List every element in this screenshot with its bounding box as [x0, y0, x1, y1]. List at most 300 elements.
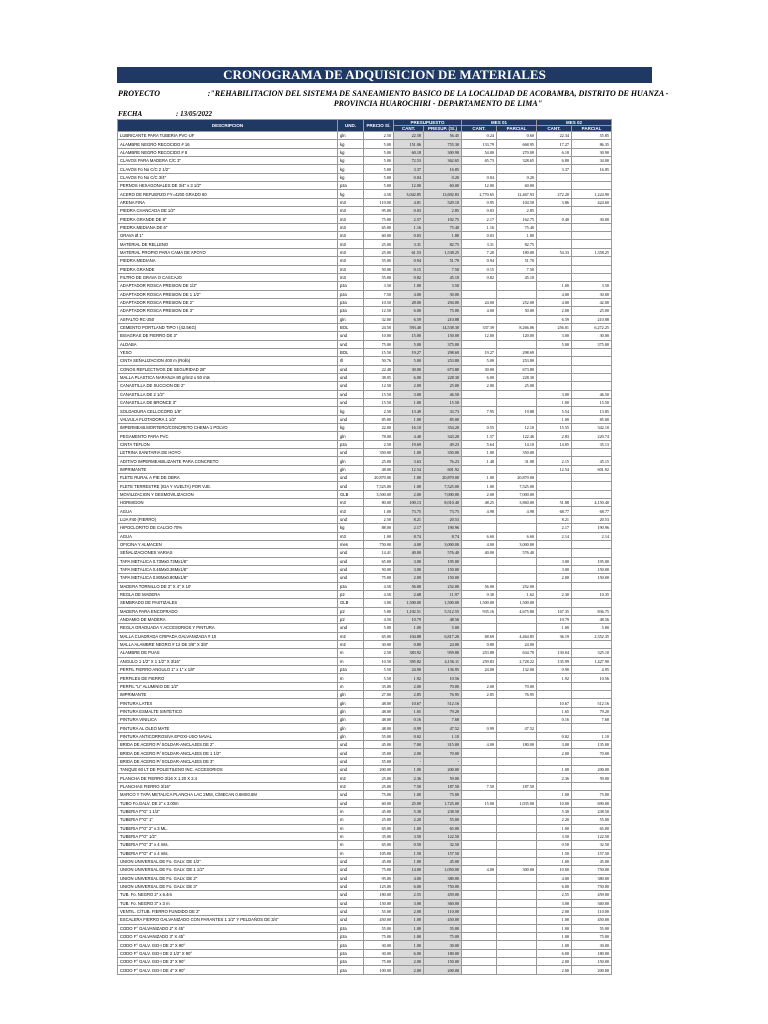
table-row	[118, 190, 612, 198]
cell-mes2-parcial: 836.75	[572, 607, 612, 615]
cell-descripcion: BRIDA DE ACERO P/ SOLDAR-ANCLAJES DE 2"	[118, 741, 338, 749]
cell-mes1-cant	[462, 874, 497, 882]
table-row	[118, 707, 612, 715]
cell-cant: 2.55	[394, 891, 424, 899]
cell-mes2-cant: 2.00	[537, 966, 572, 974]
cell-descripcion: PIEDRA CHANCADA DE 1/2"	[118, 207, 338, 215]
cell-mes1-cant: 4.00	[462, 866, 497, 874]
cell-mes2-parcial: 55.00	[572, 816, 612, 824]
table-row	[118, 807, 612, 815]
cell-mes2-parcial: 5.00	[572, 624, 612, 632]
cell-mes1-cant	[462, 699, 497, 707]
cell-cant: 0.02	[394, 732, 424, 740]
cell-cant: 14.00	[394, 866, 424, 874]
table-row	[118, 207, 612, 215]
cell-mes2-cant: 1.65	[537, 707, 572, 715]
cell-mes1-cant: 0.55	[462, 424, 497, 432]
table-row	[118, 724, 612, 732]
cell-precio: 15.50	[364, 399, 394, 407]
header-presupuesto: PRESUPUESTO	[394, 120, 462, 126]
cell-presup: 55.00	[424, 816, 462, 824]
cell-und: m2	[338, 640, 364, 648]
cell-mes2-cant: 4.00	[537, 290, 572, 298]
cell-mes1-cant: 0.04	[462, 173, 497, 181]
cell-mes1-cant	[462, 290, 497, 298]
table-row	[118, 882, 612, 890]
table-row	[118, 966, 612, 974]
cell-presup: -	[424, 757, 462, 765]
cell-presup: 8.74	[424, 532, 462, 540]
cell-descripcion: TUBERIA F"G" 3" x 4 mts.	[118, 841, 338, 849]
cell-und: und	[338, 799, 364, 807]
cell-und: m3	[338, 507, 364, 515]
cell-presup: 20.53	[424, 515, 462, 523]
cell-cant: 1,102.51	[394, 607, 424, 615]
cell-mes1-parcial: 132.00	[497, 666, 537, 674]
cell-mes2-parcial	[572, 223, 612, 231]
table-row	[118, 148, 612, 156]
cell-descripcion: PINTURA VINILICA	[118, 716, 338, 724]
cell-descripcion: SOLDADURA CELLOCORD 1/8"	[118, 407, 338, 415]
cell-precio: 48.00	[364, 699, 394, 707]
header-cant: CANT.	[537, 126, 572, 132]
table-row	[118, 866, 612, 874]
table-row	[118, 390, 612, 398]
cell-cant: 3.31	[394, 240, 424, 248]
cell-precio: 50.00	[364, 565, 394, 573]
cell-mes1-cant	[462, 774, 497, 782]
table-row	[118, 282, 612, 290]
cell-mes2-parcial: 459.00	[572, 891, 612, 899]
cell-und: pza	[338, 666, 364, 674]
cell-mes2-parcial: 30.00	[572, 215, 612, 223]
cell-cant: 12.00	[394, 182, 424, 190]
cell-und: pza	[338, 958, 364, 966]
table-row	[118, 382, 612, 390]
cell-mes1-parcial	[497, 565, 537, 573]
cell-precio: 35.00	[364, 749, 394, 757]
cell-presup: 298.69	[424, 348, 462, 356]
cell-mes2-cant: 4.00	[537, 874, 572, 882]
cell-descripcion: CODO F° GALV. ISO-I DE 2" X 90°	[118, 941, 338, 949]
cell-descripcion: IMPRIMANTE	[118, 691, 338, 699]
cell-cant: 2.57	[394, 215, 424, 223]
cell-cant: 10.79	[394, 615, 424, 623]
cell-cant: 1.00	[394, 474, 424, 482]
cell-mes2-cant	[537, 474, 572, 482]
cell-mes2-parcial: 190.96	[572, 524, 612, 532]
cell-presup: 60.00	[424, 182, 462, 190]
cell-mes1-parcial: 4,675.80	[497, 607, 537, 615]
cell-precio: 10.50	[364, 657, 394, 665]
cell-mes2-parcial: 34.00	[572, 157, 612, 165]
cell-und: und	[338, 757, 364, 765]
cell-descripcion: ESCALERA FIERRO GALVANIZADO CON PARANTES 1 1/2" Y PELDAÑOS DE 3/4"	[118, 916, 338, 924]
cell-mes2-parcial: 200.00	[572, 766, 612, 774]
cell-mes2-parcial	[572, 357, 612, 365]
table-row	[118, 499, 612, 507]
cell-und: kg	[338, 424, 364, 432]
cell-und: kg	[338, 173, 364, 181]
cell-cant: 6.00	[394, 949, 424, 957]
cell-cant: 2.00	[394, 682, 424, 690]
cell-und: und	[338, 907, 364, 915]
table-row	[118, 549, 612, 557]
cell-precio: 15.50	[364, 348, 394, 356]
cell-mes1-cant: 12.00	[462, 182, 497, 190]
table-row	[118, 399, 612, 407]
cell-mes1-cant: 337.39	[462, 323, 497, 331]
cell-descripcion: YESO	[118, 348, 338, 356]
table-row	[118, 799, 612, 807]
cell-descripcion: MALLA PLASTICA NARANJA 80 gr/m2 x 50 mts	[118, 373, 338, 381]
cell-cant: 1.00	[394, 857, 424, 865]
cell-und: m	[338, 674, 364, 682]
cell-mes2-parcial: 180.00	[572, 949, 612, 957]
cell-presup: 187.50	[424, 782, 462, 790]
cell-mes2-cant	[537, 724, 572, 732]
cell-precio: 55.00	[364, 907, 394, 915]
cell-und: m	[338, 849, 364, 857]
cell-cant: 3.37	[394, 165, 424, 173]
cell-cant: 3.00	[394, 899, 424, 907]
cell-descripcion: CANASTILLA DE SUCCION DE 2"	[118, 382, 338, 390]
cell-mes1-cant	[462, 824, 497, 832]
cell-mes1-cant: 1,500.00	[462, 599, 497, 607]
cell-und: m3	[338, 215, 364, 223]
cell-mes2-parcial: 20.53	[572, 515, 612, 523]
cell-descripcion: CANASTILLA DE BRONCE 3"	[118, 399, 338, 407]
cell-und: m	[338, 649, 364, 657]
table-row	[118, 791, 612, 799]
table-row	[118, 741, 612, 749]
cell-mes2-parcial: 157.50	[572, 849, 612, 857]
cell-mes2-parcial: 360.00	[572, 899, 612, 907]
cell-descripcion: ADITIVO IMPERMEABILIZANTE PARA CONCRETO	[118, 457, 338, 465]
cell-mes2-cant: 3.50	[537, 832, 572, 840]
header-parcial: PARCIAL	[497, 126, 537, 132]
header-mes2: MES 02	[537, 120, 612, 126]
cell-precio: 55.00	[364, 257, 394, 265]
cell-mes2-parcial: 25.00	[572, 307, 612, 315]
cell-und: pza	[338, 182, 364, 190]
cell-mes2-parcial	[572, 265, 612, 273]
cell-und: pza	[338, 966, 364, 974]
cell-cant: 1.00	[394, 924, 424, 932]
cell-mes2-parcial: 15.50	[572, 399, 612, 407]
header-und: UND.	[338, 120, 364, 132]
cell-mes1-cant: 2.00	[462, 490, 497, 498]
table-row	[118, 565, 612, 573]
cell-presup: 210.88	[424, 315, 462, 323]
cell-descripcion: BISAGRAS DE FIERRO DE 3"	[118, 332, 338, 340]
cell-mes2-cant: 1.50	[537, 849, 572, 857]
cell-cant: 1.16	[394, 223, 424, 231]
cell-mes1-parcial	[497, 757, 537, 765]
cell-und: und	[338, 373, 364, 381]
cell-presup: 1,725.00	[424, 799, 462, 807]
cell-mes2-cant: 1.00	[537, 282, 572, 290]
fecha-label: FECHA	[118, 110, 143, 118]
cell-presup: 110.00	[424, 907, 462, 915]
table-row	[118, 482, 612, 490]
cell-mes2-cant: 2.36	[537, 774, 572, 782]
cell-mes1-parcial	[497, 891, 537, 899]
cell-cant: 383.92	[394, 649, 424, 657]
cell-mes2-parcial: 690.00	[572, 799, 612, 807]
cell-mes1-cant	[462, 415, 497, 423]
cell-mes2-cant: 2.14	[537, 532, 572, 540]
cell-presup: 576.40	[424, 549, 462, 557]
cell-mes1-parcial: 270.00	[497, 148, 537, 156]
cell-mes1-cant	[462, 716, 497, 724]
cell-cant: 104.88	[394, 632, 424, 640]
cell-mes1-cant: 0.94	[462, 257, 497, 265]
cell-descripcion: MADERA PARA ENCOFRADO	[118, 607, 338, 615]
cell-cant: 24.90	[394, 666, 424, 674]
cell-mes2-parcial: 55.00	[572, 924, 612, 932]
table-row	[118, 774, 612, 782]
cell-precio: 55.00	[364, 757, 394, 765]
cell-precio: 7,525.00	[364, 482, 394, 490]
table-row	[118, 232, 612, 240]
cell-presup: 450.00	[424, 916, 462, 924]
cell-cant: 3.63	[394, 457, 424, 465]
cell-descripcion: ADAPTADOR ROSCA PRESION DE 2"	[118, 298, 338, 306]
cell-descripcion: AGUA	[118, 532, 338, 540]
cell-mes2-cant: 3.00	[537, 332, 572, 340]
cell-mes1-parcial	[497, 882, 537, 890]
cell-descripcion: CONOS REFLECTIVOS DE SEGURIDAD 28"	[118, 365, 338, 373]
cell-precio: 48.00	[364, 465, 394, 473]
cell-und: m2	[338, 774, 364, 782]
cell-precio: 12.50	[364, 307, 394, 315]
cell-mes1-parcial	[497, 841, 537, 849]
cell-presup: 959.80	[424, 649, 462, 657]
table-row	[118, 949, 612, 957]
cell-mes2-parcial	[572, 173, 612, 181]
cell-mes1-parcial	[497, 707, 537, 715]
cell-mes1-parcial: 1,500.00	[497, 599, 537, 607]
cell-cant: 4.00	[394, 290, 424, 298]
cell-precio: 65.00	[364, 557, 394, 565]
cell-mes2-cant: 10.79	[537, 615, 572, 623]
cell-mes2-cant: 2.00	[537, 307, 572, 315]
cell-presup: 228.30	[424, 373, 462, 381]
cell-und: und	[338, 390, 364, 398]
cell-mes2-cant: 256.01	[537, 323, 572, 331]
cell-mes1-parcial: 122.46	[497, 432, 537, 440]
header-cant: CANT.	[462, 126, 497, 132]
cell-mes1-cant: 3.31	[462, 240, 497, 248]
cell-presup: 136.95	[424, 666, 462, 674]
cell-mes1-parcial: 228.30	[497, 373, 537, 381]
cell-mes2-cant	[537, 582, 572, 590]
cell-descripcion: TUB. Fo. NEGRO 2" x 6.4m	[118, 891, 338, 899]
cell-presup: 294.00	[424, 298, 462, 306]
cell-mes1-cant: 54.00	[462, 148, 497, 156]
cell-mes2-parcial: 1.10	[572, 732, 612, 740]
cell-mes2-parcial: 1,224.90	[572, 190, 612, 198]
table-row	[118, 958, 612, 966]
cell-cant: 4.40	[394, 432, 424, 440]
cell-und: m3	[338, 198, 364, 206]
cell-presup: 7.50	[424, 265, 462, 273]
cell-descripcion: ADAPTADOR ROSCA PRESION DE 3"	[118, 307, 338, 315]
cell-precio: 3.00	[364, 599, 394, 607]
cell-mes1-cant: 2.85	[462, 691, 497, 699]
cell-precio: 5.00	[364, 173, 394, 181]
table-row	[118, 891, 612, 899]
cell-mes2-cant: 6.00	[537, 949, 572, 957]
cell-descripcion: PIEDRA GRANDE	[118, 265, 338, 273]
table-row	[118, 557, 612, 565]
cell-mes2-parcial: 35.13	[572, 440, 612, 448]
cell-descripcion: CODO F° GALV. ISO-I DE 3" X 90°	[118, 958, 338, 966]
cell-precio: 350.00	[364, 449, 394, 457]
table-row	[118, 640, 612, 648]
cell-cant: 2.17	[394, 524, 424, 532]
cell-precio: 2.50	[364, 407, 394, 415]
table-row	[118, 524, 612, 532]
cell-mes2-cant: 1.00	[537, 857, 572, 865]
cell-cant: 395.82	[394, 657, 424, 665]
cell-mes1-cant	[462, 924, 497, 932]
cell-mes2-cant: 15.55	[537, 424, 572, 432]
cell-mes1-parcial: 2,728.22	[497, 657, 537, 665]
cell-presup: 4,156.11	[424, 657, 462, 665]
cell-mes1-cant: 68.69	[462, 632, 497, 640]
cell-cant: 3.50	[394, 832, 424, 840]
cell-precio: 5.00	[364, 165, 394, 173]
cell-mes1-parcial	[497, 941, 537, 949]
cell-precio: 55.00	[364, 924, 394, 932]
cell-mes1-cant	[462, 933, 497, 941]
cell-und: und	[338, 624, 364, 632]
cell-mes1-parcial: 14.10	[497, 440, 537, 448]
cell-mes1-cant: 1.16	[462, 223, 497, 231]
cell-presup: 45.00	[424, 857, 462, 865]
cell-mes2-parcial: 13.85	[572, 407, 612, 415]
cell-mes2-parcial	[572, 257, 612, 265]
cell-mes2-cant: 3.00	[537, 899, 572, 907]
cell-mes1-parcial	[497, 832, 537, 840]
cell-mes2-cant: 1.00	[537, 791, 572, 799]
header-cant: CANT.	[394, 126, 424, 132]
cell-mes1-parcial	[497, 557, 537, 565]
cell-und: pza	[338, 933, 364, 941]
cell-mes2-cant	[537, 265, 572, 273]
cell-und: gln	[338, 691, 364, 699]
cell-cant: 1.00	[394, 791, 424, 799]
table-row	[118, 749, 612, 757]
cell-mes1-cant	[462, 891, 497, 899]
cell-cant: 1.00	[394, 399, 424, 407]
table-row	[118, 173, 612, 181]
cell-precio: 25.00	[364, 240, 394, 248]
cell-precio: 10.00	[364, 332, 394, 340]
table-row	[118, 373, 612, 381]
cell-descripcion: VALVULA FLOTADORA 1 1/2"	[118, 415, 338, 423]
proyecto-text: :"REHABILITACION DEL SISTEMA DE SANEAMIENTO BASICO DE LA LOCALIDAD DE ACOBAMBA, DISTRITO DE HUANZA - PROVINCIA HUAROCHIRI - DEPARTAMENTO DE LIMA"	[207, 89, 669, 108]
cell-und: und	[338, 741, 364, 749]
cell-mes2-cant	[537, 173, 572, 181]
table-row	[118, 816, 612, 824]
cell-mes2-parcial	[572, 782, 612, 790]
cell-cant: 3.00	[394, 565, 424, 573]
cell-precio: 25.00	[364, 816, 394, 824]
cell-mes1-parcial: 25.00	[497, 382, 537, 390]
cell-descripcion: ALAMBRE DE PUAS	[118, 649, 338, 657]
table-row	[118, 674, 612, 682]
cell-mes1-parcial: 673.80	[497, 365, 537, 373]
cell-mes2-parcial	[572, 540, 612, 548]
cell-descripcion: CANASTILLA DE 2 1/2"	[118, 390, 338, 398]
cell-descripcion: CLAVOS Fo No C/C 2 1/2"	[118, 165, 338, 173]
cell-precio: 75.00	[364, 340, 394, 348]
cell-mes2-cant: 5.30	[537, 807, 572, 815]
cell-mes1-cant	[462, 574, 497, 582]
cell-descripcion: REGLA DE MADERA	[118, 590, 338, 598]
cell-mes1-parcial: 3,860.00	[497, 499, 537, 507]
table-row	[118, 849, 612, 857]
cell-mes1-cant: 48.25	[462, 499, 497, 507]
cell-cant: 56.00	[394, 582, 424, 590]
cell-presup: 2.85	[424, 207, 462, 215]
cell-presup: 750.00	[424, 882, 462, 890]
cell-mes1-parcial	[497, 415, 537, 423]
cell-cant: 1.92	[394, 674, 424, 682]
cell-mes1-parcial	[497, 899, 537, 907]
cell-descripcion: CODO F° GALVANIZADO 3" X 45°	[118, 933, 338, 941]
header-precio: PRECIO S/.	[364, 120, 394, 132]
cell-mes2-parcial	[572, 240, 612, 248]
cell-und: m2	[338, 782, 364, 790]
cell-presup: 30.00	[424, 941, 462, 949]
cell-cant: 2.20	[394, 816, 424, 824]
cell-descripcion: HIPOCLORITO DE CALCIO 70%	[118, 524, 338, 532]
cell-precio: 15.50	[364, 390, 394, 398]
cell-descripcion: MALLA ALAMBRE NEGRO # 12 DE 3/8" X 3/8"	[118, 640, 338, 648]
cell-mes2-parcial: 238.50	[572, 807, 612, 815]
cell-mes1-parcial: 298.69	[497, 348, 537, 356]
cell-presup: 195.00	[424, 557, 462, 565]
cell-mes1-cant	[462, 707, 497, 715]
cell-presup: 8,010.40	[424, 499, 462, 507]
cell-cant: 7.50	[394, 782, 424, 790]
cell-mes2-parcial	[572, 482, 612, 490]
cell-mes1-parcial	[497, 874, 537, 882]
cell-precio: 35.00	[364, 832, 394, 840]
cell-presup: 79.20	[424, 707, 462, 715]
cell-descripcion: CLAVOS PARA MADERA C/C 3"	[118, 157, 338, 165]
cell-precio: 24.50	[364, 323, 394, 331]
cell-und: rll	[338, 357, 364, 365]
cell-precio: 27.00	[364, 691, 394, 699]
cell-precio: 1.00	[364, 507, 394, 515]
cell-mes1-cant: 4.00	[462, 741, 497, 749]
table-row	[118, 590, 612, 598]
cell-mes1-parcial: 4.98	[497, 507, 537, 515]
cell-mes1-cant	[462, 916, 497, 924]
cell-precio: 4.50	[364, 615, 394, 623]
cell-mes1-parcial	[497, 624, 537, 632]
cell-mes2-cant	[537, 540, 572, 548]
cell-precio: 5.00	[364, 157, 394, 165]
cell-mes1-parcial: 60.00	[497, 182, 537, 190]
cell-cant: 1.00	[394, 482, 424, 490]
cell-und: und	[338, 340, 364, 348]
